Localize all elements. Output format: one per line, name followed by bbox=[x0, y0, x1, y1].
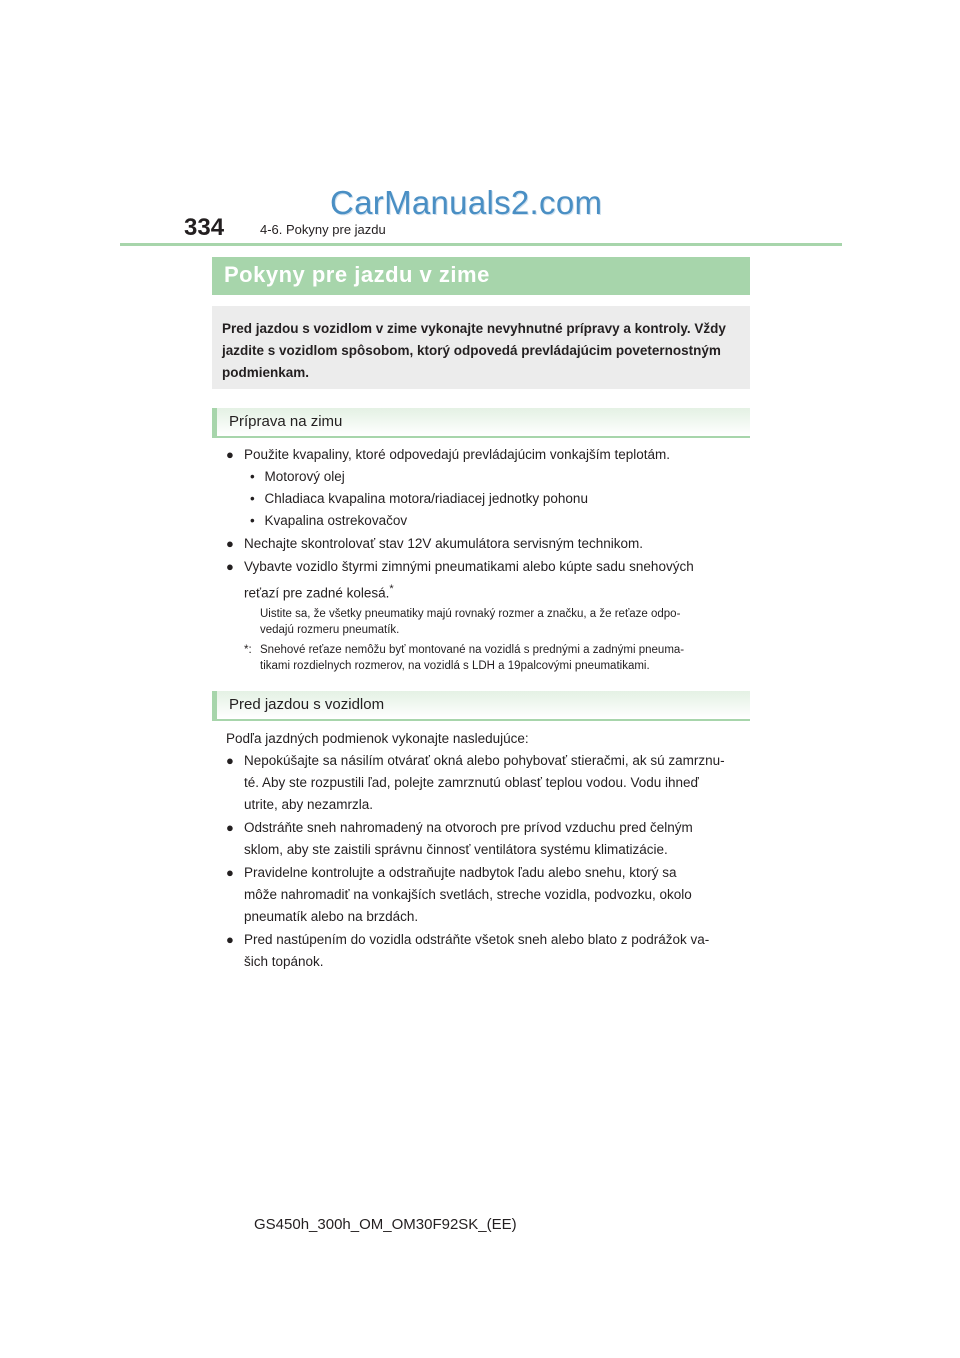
page-number: 334 bbox=[184, 214, 225, 241]
footnote-line: Snehové reťaze nemôžu byť montované na vozidlá s prednými a zadnými pneuma- bbox=[260, 644, 685, 656]
bullet-icon: ● bbox=[226, 447, 234, 462]
footnote bbox=[244, 642, 750, 674]
list-item bbox=[226, 750, 746, 816]
bullet-icon: ● bbox=[226, 865, 234, 880]
list-item-line-text: reťazí pre zadné kolesá. bbox=[244, 585, 390, 601]
watermark-logo: CarManuals2.com bbox=[330, 184, 603, 221]
footnote-line: tikami rozdielnych rozmerov, na vozidlá s LDH a 19palcovými pneumatikami. bbox=[260, 660, 650, 672]
list-item-text bbox=[244, 750, 746, 816]
list-item bbox=[226, 556, 746, 600]
list-item-line: Pravidelne kontrolujte a odstraňujte nadbytok ľadu alebo snehu, ktorý sa bbox=[244, 865, 677, 880]
sub-list-item-text: Chladiaca kvapalina motora/riadiacej jednotky pohonu bbox=[264, 491, 588, 506]
section-title: Pokyny pre jazdu v zime bbox=[212, 257, 750, 295]
sub-bullet-icon: • bbox=[250, 491, 255, 506]
list-item-text bbox=[244, 817, 746, 861]
list-item-text bbox=[244, 929, 746, 973]
intro-box bbox=[212, 306, 750, 389]
note bbox=[260, 606, 750, 638]
sub-list-item-text: Motorový olej bbox=[264, 469, 345, 484]
list-item bbox=[226, 444, 746, 466]
paragraph: Podľa jazdných podmienok vykonajte nasledujúce: bbox=[226, 731, 529, 746]
list-item-line: Odstráňte sneh nahromadený na otvoroch pre prívod vzduchu pred čelným bbox=[244, 820, 693, 835]
list-item-text: Nechajte skontrolovať stav 12V akumulátora servisným technikom. bbox=[244, 536, 643, 551]
list-item-text bbox=[244, 556, 746, 605]
intro-line: jazdite s vozidlom spôsobom, ktorý odpovedá prevládajúcim poveternostným bbox=[222, 343, 721, 358]
intro-line: Pred jazdou s vozidlom v zime vykonajte nevyhnutné prípravy a kontroly. Vždy bbox=[222, 321, 726, 336]
footnote-mark: *: bbox=[244, 644, 252, 656]
bullet-icon: ● bbox=[226, 536, 234, 551]
list-item-line: šich topánok. bbox=[244, 954, 324, 969]
sub-list-item bbox=[250, 466, 345, 488]
list-item-line: Pred nastúpením do vozidla odstráňte všetok sneh alebo blato z podrážok va- bbox=[244, 932, 710, 947]
list-item-line: Nepokúšajte sa násilím otvárať okná alebo pohybovať stieračmi, ak sú zamrznu- bbox=[244, 753, 725, 768]
footer-doc-code: GS450h_300h_OM_OM30F92SK_(EE) bbox=[254, 1216, 517, 1233]
note-line: vedajú rozmeru pneumatík. bbox=[260, 624, 400, 636]
list-item bbox=[226, 533, 746, 555]
list-item-text bbox=[244, 862, 746, 928]
list-item-text: Použite kvapaliny, ktoré odpovedajú prevládajúcim vonkajším teplotám. bbox=[244, 447, 670, 462]
subsection-heading-prep: Príprava na zimu bbox=[212, 408, 750, 438]
list-item-line: Vybavte vozidlo štyrmi zimnými pneumatikami alebo kúpte sadu snehových bbox=[244, 559, 694, 574]
sub-list bbox=[250, 466, 730, 532]
bullet-icon: ● bbox=[226, 820, 234, 835]
list-item-line: té. Aby ste rozpustili ľad, polejte zamrznutú oblasť teplou vodou. Vodu ihneď bbox=[244, 775, 699, 790]
sub-list-item bbox=[250, 488, 588, 510]
bullet-icon: ● bbox=[226, 932, 234, 947]
sub-list-item-text: Kvapalina ostrekovačov bbox=[264, 513, 408, 528]
list-item-line bbox=[244, 578, 746, 605]
sub-bullet-icon: • bbox=[250, 469, 255, 484]
bullet-icon: ● bbox=[226, 753, 234, 768]
list-item-line: môže nahromadiť na vonkajších svetlách, streche vozidla, podvozku, okolo bbox=[244, 887, 692, 902]
list-item-line: sklom, aby ste zaistili správnu činnosť ventilátora systému klimatizácie. bbox=[244, 842, 668, 857]
footnote-asterisk: * bbox=[389, 583, 394, 595]
running-header: 4-6. Pokyny pre jazdu bbox=[260, 222, 386, 237]
bullet-icon: ● bbox=[226, 559, 234, 574]
list-item bbox=[226, 862, 746, 928]
list-item bbox=[226, 817, 746, 861]
list-item bbox=[226, 929, 746, 973]
header-rule bbox=[120, 243, 842, 246]
subsection-heading-before: Pred jazdou s vozidlom bbox=[212, 691, 750, 721]
sub-bullet-icon: • bbox=[250, 513, 255, 528]
list-item-line: pneumatík alebo na brzdách. bbox=[244, 909, 419, 924]
sub-list-item bbox=[250, 510, 407, 532]
intro-line: podmienkam. bbox=[222, 365, 310, 380]
list-item-line: utrite, aby nezamrzla. bbox=[244, 797, 374, 812]
note-line: Uistite sa, že všetky pneumatiky majú rovnaký rozmer a značku, a že reťaze odpo- bbox=[260, 608, 681, 620]
